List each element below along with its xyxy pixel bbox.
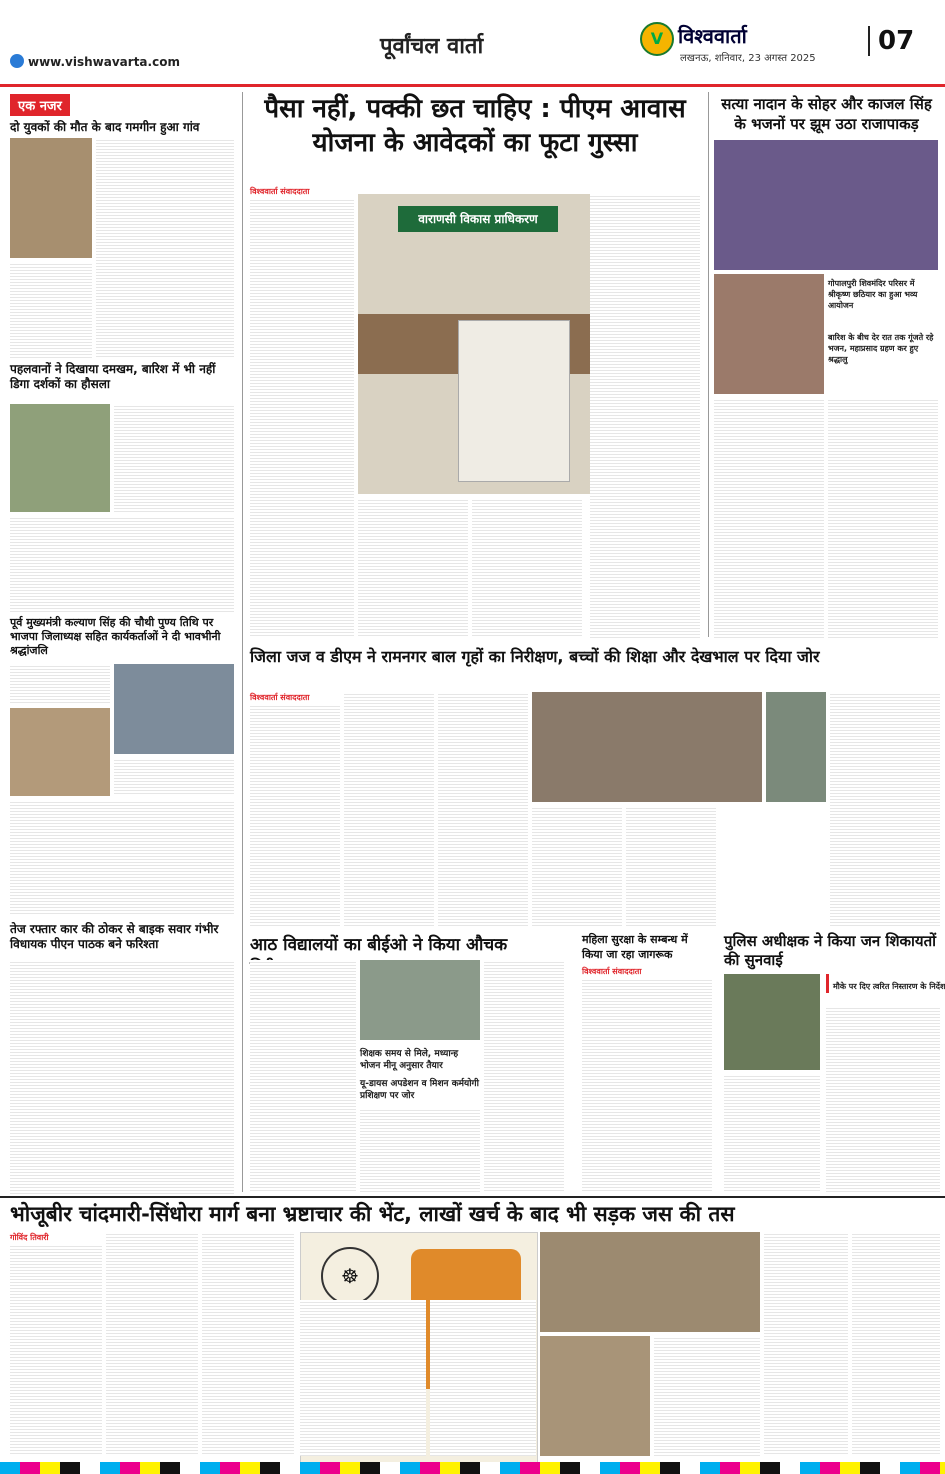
story3-photo-1 — [10, 708, 110, 796]
lead-body-col4 — [472, 498, 582, 638]
bottom-rule — [0, 1196, 945, 1198]
beo-headline: आठ विद्यालयों का बीईओ ने किया औचक — [250, 935, 508, 955]
bhajan-photo-1 — [714, 140, 938, 270]
beo-quote-box — [360, 1048, 480, 1102]
story2-photo — [10, 404, 110, 512]
sp-subhead: मौके पर दिए त्वरित निस्तारण के निर्देश — [833, 982, 945, 991]
masthead — [0, 0, 945, 86]
mid-body-col2 — [344, 692, 434, 926]
mid-byline: विश्ववार्ता संवाददाता — [250, 693, 310, 702]
story3-photo-2 — [114, 664, 234, 754]
print-registration-strip — [0, 1462, 945, 1474]
lead-headline: पैसा नहीं, पक्की छत चाहिए : पीएम आवास योजना के आवेदकों का फूटा गुस्सा — [264, 94, 686, 158]
beo-quote-2: यू-डायस अपडेशन व मिशन कर्मयोगी प्रशिक्षण पर जोर — [360, 1079, 479, 1101]
mid-body-col6 — [830, 692, 940, 926]
section-kicker: एक नजर — [10, 94, 70, 116]
bottom-body-col6 — [654, 1336, 760, 1456]
website-link[interactable]: www.vishwavarta.com — [10, 54, 180, 69]
bottom-body-col8 — [852, 1232, 940, 1456]
brand-name: विश्ववार्ता — [678, 24, 747, 48]
story2-body — [114, 404, 234, 512]
column-divider — [242, 92, 243, 1192]
story2-body-2 — [10, 516, 234, 612]
left-story1-headline: दो युवकों की मौत के बाद गमगीन हुआ गांव — [10, 120, 200, 134]
application-letter-photo — [458, 320, 570, 482]
beo-quote-1: शिक्षक समय से मिले, मध्यान्ह भोजन मीनू अनुसार तैयार — [360, 1049, 459, 1071]
child-home-photo-1 — [532, 692, 762, 802]
story3-body-2 — [114, 758, 234, 796]
sp-body-col2 — [826, 1006, 940, 1192]
vda-board: वाराणसी विकास प्राधिकरण — [398, 206, 558, 232]
story3-body-3 — [10, 800, 234, 916]
bottom-body-col3 — [202, 1232, 294, 1454]
safety-byline: विश्ववार्ता संवाददाता — [582, 967, 642, 976]
safety-body — [582, 978, 712, 1192]
mid-body-col5 — [626, 806, 716, 926]
story1-photo — [10, 138, 92, 258]
bhajan-photo-2 — [714, 274, 824, 394]
story3-body — [10, 664, 110, 704]
beo-body-col3 — [484, 960, 564, 1192]
beo-body-col2 — [360, 1108, 480, 1192]
story1-body — [96, 138, 234, 358]
sp-body-col1 — [724, 1074, 820, 1192]
road-photo-2 — [540, 1336, 650, 1456]
section-title: पूर्वांचल वार्ता — [380, 34, 484, 59]
safety-headline: महिला सुरक्षा के सम्बन्ध में किया जा रहा जागरूक — [582, 933, 688, 961]
mid-body-col3 — [438, 692, 528, 926]
brand-logo-icon: V — [640, 22, 674, 56]
right-top-body-1 — [714, 398, 824, 638]
right-top-headline: सत्या नादान के सोहर और काजल सिंह के भजनों पर झूम उठा राजापाकड़ — [721, 95, 932, 133]
bottom-body-col2 — [106, 1232, 198, 1454]
left-story3-headline: पूर्व मुख्यमंत्री कल्याण सिंह की चौथी पुण्य तिथि पर भाजपा जिलाध्यक्ष सहित कार्यकर्ताओं ने दी भावभीनी श्रद्धांजलि — [10, 616, 221, 657]
bottom-body-col5 — [430, 1300, 536, 1456]
mid-body-col4 — [532, 806, 622, 926]
sp-headline: पुलिस अधीक्षक ने किया जन शिकायतों की सुनवाई — [724, 932, 937, 969]
left-story2-headline: पहलवानों ने दिखाया दमखम, बारिश में भी नहीं डिगा दर्शकों का हौसला — [10, 362, 216, 391]
bottom-body-col1 — [10, 1244, 102, 1454]
right-top-body-2 — [828, 398, 938, 638]
left-story4-headline: तेज रफ्तार कार की ठोकर से बाइक सवार गंभीर विधायक पीएन पाठक बने फरिश्ता — [10, 922, 219, 951]
header-rule — [0, 84, 945, 87]
beo-body-col1 — [250, 960, 356, 1192]
child-home-photo-2 — [766, 692, 826, 802]
story1-body-2 — [10, 262, 92, 358]
up-emblem-icon: ☸ — [321, 1247, 379, 1305]
lead-body-col1 — [250, 198, 354, 638]
globe-icon — [10, 54, 24, 68]
lead-body-col5 — [590, 194, 700, 638]
beo-photo — [360, 960, 480, 1040]
bottom-body-col4 — [300, 1300, 426, 1456]
page-number: 07 — [868, 26, 914, 56]
story4-body — [10, 960, 234, 1196]
mid-body-col1 — [250, 704, 340, 926]
lead-body-col3 — [358, 498, 468, 638]
column-divider — [708, 92, 709, 637]
lead-byline: विश्ववार्ता संवाददाता — [250, 187, 310, 196]
right-top-bullet-2: बारिश के बीच देर रात तक गूंजते रहे भजन, महाप्रसाद ग्रहण कर हुए श्रद्धालु — [828, 333, 934, 364]
sp-photo — [724, 974, 820, 1070]
dateline: लखनऊ, शनिवार, 23 अगस्त 2025 — [680, 53, 816, 64]
sp-subhead-box — [826, 974, 945, 993]
bottom-byline: गोविंद तिवारी — [10, 1233, 49, 1242]
bottom-headline: भोजूबीर चांदमारी-सिंधोरा मार्ग बना भ्रष्टाचार की भेंट, लाखों खर्च के बाद भी सड़क जस की तस — [10, 1202, 735, 1226]
bottom-body-col7 — [764, 1232, 848, 1456]
road-photo-1 — [540, 1232, 760, 1332]
mid-headline: जिला जज व डीएम ने रामनगर बाल गृहों का निरीक्षण, बच्चों की शिक्षा और देखभाल पर दिया जोर — [250, 647, 820, 666]
right-top-bullet-1: गोपालपुरी शिवमंदिर परिसर में श्रीकृष्ण छठियार का हुआ भव्य आयोजन — [828, 279, 918, 310]
